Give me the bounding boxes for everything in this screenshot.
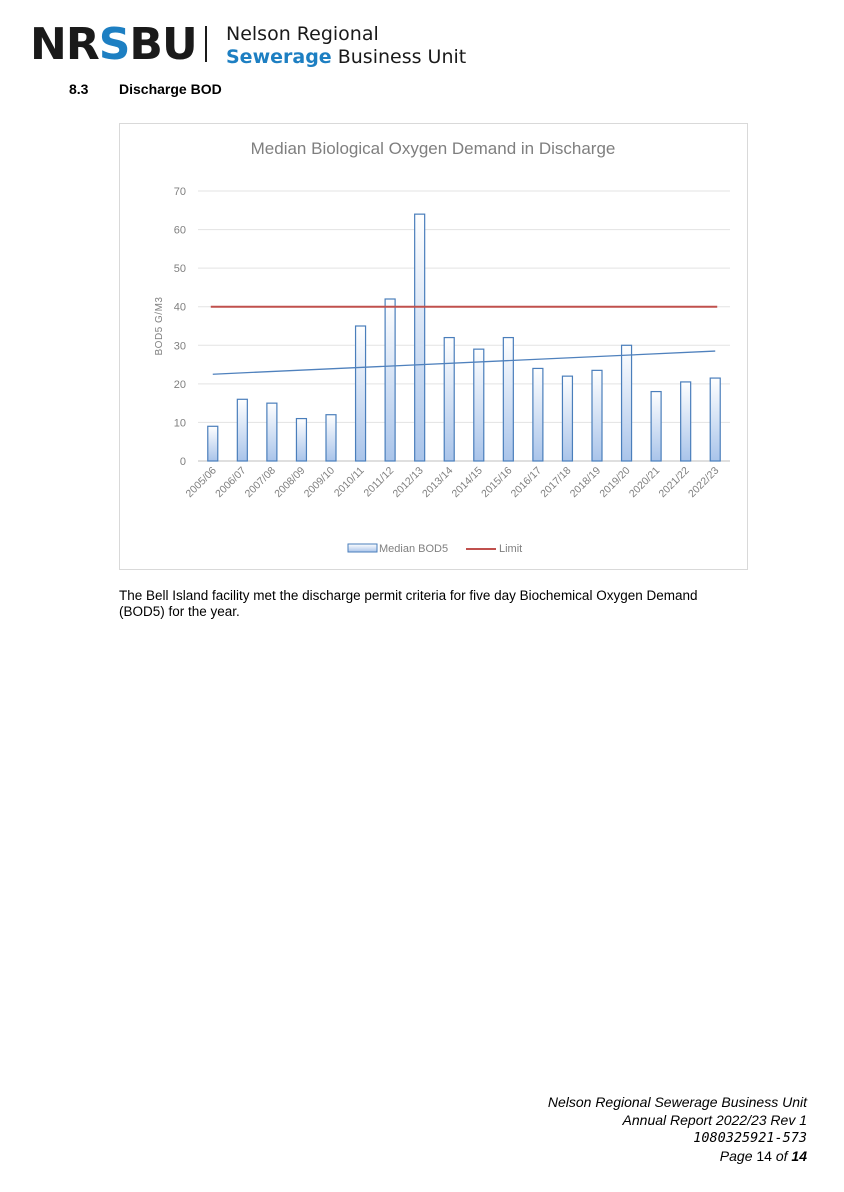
x-tick-label: 2006/07 [213, 464, 249, 500]
x-tick-label: 2016/17 [508, 464, 545, 500]
y-tick-label: 10 [173, 417, 186, 430]
org-name-accent: Sewerage [226, 46, 332, 68]
logo-divider [205, 26, 207, 62]
legend-label-limit: Limit [499, 543, 523, 555]
x-tick-label: 2005/06 [183, 464, 219, 500]
x-tick-label: 2022/23 [686, 464, 722, 500]
y-tick-label: 70 [173, 186, 186, 198]
bar-2016/17 [533, 368, 543, 461]
x-tick-label: 2013/14 [420, 464, 456, 500]
bar-2006/07 [237, 399, 247, 461]
bar-2009/10 [326, 415, 336, 461]
page-number: 14 [756, 1148, 772, 1164]
bar-2005/06 [208, 426, 218, 461]
y-tick-label: 50 [173, 263, 186, 276]
footer-page [548, 1147, 807, 1165]
footer-org: Nelson Regional Sewerage Business Unit [547, 1094, 807, 1110]
y-axis-label: BOD5 G/M3 [154, 296, 165, 356]
y-tick-label: 30 [173, 340, 186, 353]
bar-2013/14 [444, 338, 454, 461]
bar-2018/19 [592, 370, 602, 461]
x-tick-label: 2011/12 [361, 464, 397, 500]
chart-svg [120, 124, 747, 569]
org-name-line1: Nelson Regional [226, 23, 379, 45]
x-tick-label: 2014/15 [449, 464, 485, 500]
body-paragraph: The Bell Island facility met the discharge permit criteria for five day Biochemical Oxygen Demand (BOD5) for the year. [119, 588, 698, 619]
x-tick-label: 2015/16 [479, 464, 515, 500]
x-tick-label: 2008/09 [272, 464, 308, 500]
trend-line [213, 351, 715, 374]
org-name-line2 [226, 46, 466, 68]
page-total: 14 [791, 1148, 807, 1164]
logo-text-suffix: BU [129, 19, 197, 70]
x-tick-label: 2012/13 [390, 464, 426, 500]
bar-2008/09 [296, 419, 306, 461]
bar-2020/21 [651, 392, 661, 461]
x-tick-label: 2017/18 [538, 464, 574, 500]
footer-doc-id: 1080325921-573 [693, 1130, 807, 1146]
y-tick-label: 0 [179, 456, 186, 468]
page-footer [548, 1093, 807, 1165]
x-tick-label: 2010/11 [331, 464, 367, 500]
bar-2011/12 [385, 299, 395, 461]
chart-title: Median Biological Oxygen Demand in Discharge [250, 139, 616, 158]
page-of: of [771, 1148, 792, 1164]
x-tick-label: 2018/19 [567, 464, 604, 500]
bar-2012/13 [415, 214, 425, 461]
logo-text-prefix: NR [30, 19, 99, 70]
bar-2014/15 [474, 349, 484, 461]
bar-2019/20 [622, 345, 632, 461]
bar-2021/22 [681, 382, 691, 461]
bod-chart [119, 123, 748, 570]
bar-2022/23 [710, 378, 720, 461]
org-name-rest: Business Unit [331, 46, 467, 68]
page-label: Page [719, 1148, 757, 1164]
y-tick-label: 20 [173, 378, 186, 391]
bar-2017/18 [562, 376, 572, 461]
x-tick-label: 2019/20 [597, 464, 633, 500]
x-tick-label: 2007/08 [242, 464, 279, 500]
bar-2007/08 [267, 403, 277, 461]
bar-2010/11 [356, 326, 366, 461]
legend-swatch-bod5 [348, 544, 377, 552]
section-number: 8.3 [69, 81, 89, 97]
x-tick-label: 2021/22 [656, 464, 692, 500]
section-title: Discharge BOD [119, 81, 222, 97]
y-tick-label: 40 [173, 301, 186, 314]
logo-mark [30, 20, 197, 70]
x-tick-label: 2009/10 [301, 464, 338, 500]
footer-report: Annual Report 2022/23 Rev 1 [622, 1112, 807, 1128]
legend-label-bod5: Median BOD5 [379, 543, 449, 555]
logo-text-accent: S [98, 19, 130, 70]
bar-2015/16 [503, 338, 513, 461]
x-tick-label: 2020/21 [626, 464, 663, 500]
y-tick-label: 60 [173, 224, 186, 237]
